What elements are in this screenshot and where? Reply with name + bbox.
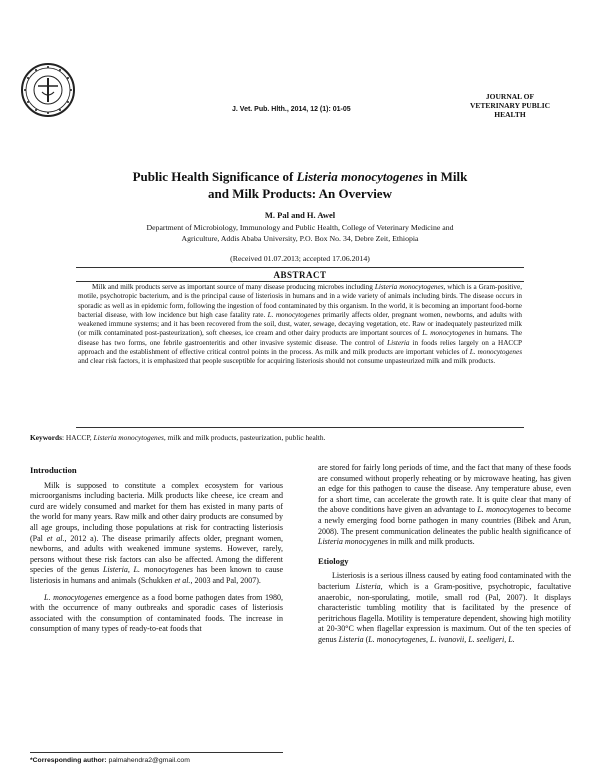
section-heading-etiology: Etiology bbox=[318, 555, 349, 566]
body-paragraph: Milk is supposed to constitute a complex ecosystem for various microorganisms including bacteria. Milk products like cheese, ice cream and curd are widely consumed and market for them has existed in many parts of the world for many years. Raw milk and other dairy products are consumed by all age groups, including those populations at risk for contracting listeriosis (Pal et al., 2012 a). The disease primarily affects older, pregnant women, newborns, and adults with weakened immune systems. However, rarely, persons without these risk factors can also be affected. Among the different species of the genus Listeria, L. monocytogenes has been known to cause listeriosis in humans and animals (Schukken et al., 2003 and Pal, 2007). bbox=[30, 480, 283, 585]
journal-name bbox=[455, 92, 565, 119]
affiliation bbox=[70, 223, 530, 244]
authors: M. Pal and H. Awel bbox=[264, 210, 336, 220]
left-column bbox=[30, 465, 283, 641]
paper-title bbox=[70, 168, 530, 202]
abstract-body bbox=[78, 283, 522, 367]
right-column bbox=[318, 463, 571, 652]
footnote-rule bbox=[30, 752, 283, 753]
abstract-heading: ABSTRACT bbox=[273, 270, 327, 280]
title-italic: Listeria monocytogenes bbox=[296, 169, 424, 184]
author-email: palmahendra2@gmail.com bbox=[108, 757, 190, 764]
keywords bbox=[30, 433, 570, 442]
footnote-label: *Corresponding author: bbox=[30, 757, 107, 764]
journal-name-line: HEALTH bbox=[494, 110, 526, 119]
affiliation-line: Agriculture, Addis Ababa University, P.O. Box No. 34, Debre Zeit, Ethiopia bbox=[181, 233, 419, 243]
title-text: in Milk bbox=[423, 169, 468, 184]
journal-name-line: JOURNAL OF bbox=[485, 92, 535, 101]
keywords-list: : HACCP, Listeria monocytogenes, milk and milk products, pasteurization, public health. bbox=[62, 433, 326, 442]
abstract-paragraph: Milk and milk products serve as important source of many disease producing microbes including Listeria monocytogenes, which is a Gram-positive, motile, psychotropic bacterium, and is the principal cause of listeriosis in humans and in a wide variety of animals including birds. The disease occurs in sporadic as well as in epidemic form, following the ingestion of food contaminated by this organism. In the world, it is becoming an important food-borne bacterial disease, with low incidence but high case fatality rate. L. monocytogenes primarily affects older, pregnant women, newborns, and adults with weakened immune systems; and it has been recovered from the soil, dust, water, sewage, decaying vegetation, etc. Raw or inadequately pasteurized milk (or milk contaminated post-pasteurization), soft cheeses, ice cream and other dairy products are important sources of L. monocytogenes in humans. The disease has two forms, one febrile gastroenteritis and other invasive systemic disease. The control of Listeria in foods relies largely on a HACCP approach and the establishment of effective critical control points in the process. As milk and milk products are important vehicles of L. monocytogenes and clear risk factors, it is emphasized that people susceptible for acquiring listeriosis should not consume unpasteurized milk and milk products. bbox=[78, 283, 523, 366]
corresponding-author-footnote bbox=[30, 757, 190, 764]
divider bbox=[76, 427, 524, 428]
received-dates: (Received 01.07.2013; accepted 17.06.2014) bbox=[230, 254, 370, 263]
body-paragraph: are stored for fairly long periods of time, and the fact that many of these foods are consumed without properly reheating or by microwave heating, has given an edge for this pathogen to cause the disease. Any temperature abuse, even for a short time, can accelerate the growth rate. It is quite clear that many of the above conditions have given an advantage to L. monocytogenes to become a newly emerging food borne pathogen in many countries (Bibek and Arun, 2008). The present communication delineates the public health significance of Listeria monocygenes in milk and milk products. bbox=[318, 463, 572, 547]
journal-name-line: VETERINARY PUBLIC bbox=[469, 101, 551, 110]
keywords-label: Keywords bbox=[30, 433, 63, 442]
divider bbox=[76, 267, 524, 268]
body-paragraph: Listeriosis is a serious illness caused by eating food contaminated with the bacterium Listeria, which is a Gram-positive, psychotropic, facultative anaerobic, non-sporulating, motile, small rod (Pal, 2007). It displays characteristic tumbling motility that is facilitated by the presence of peritrichous flagella. Motility is temperature dependent, showing high motility at 20-30°C when flagellar expression is maximum. Out of the ten species of genus Listeria (L. monocytogenes, L. ivanovii, L. seeligeri, L. bbox=[318, 571, 572, 644]
affiliation-line: Department of Microbiology, Immunology and Public Health, College of Veterinary Medicine and bbox=[146, 223, 454, 232]
title-text: and Milk Products: An Overview bbox=[208, 186, 392, 201]
section-heading-introduction: Introduction bbox=[30, 465, 77, 475]
body-paragraph: L. monocytogenes emergence as a food borne pathogen dates from 1980, with the occurrence of many outbreaks and sporadic cases of listeriosis associated with the consumption of contaminated foods. The increase in consumption of many types of ready-to-eat foods that bbox=[30, 592, 284, 634]
journal-seal-logo bbox=[20, 62, 76, 118]
citation-line: J. Vet. Pub. Hlth., 2014, 12 (1): 01-05 bbox=[232, 106, 351, 113]
title-text: Public Health Significance of bbox=[132, 169, 297, 184]
divider bbox=[76, 281, 524, 282]
